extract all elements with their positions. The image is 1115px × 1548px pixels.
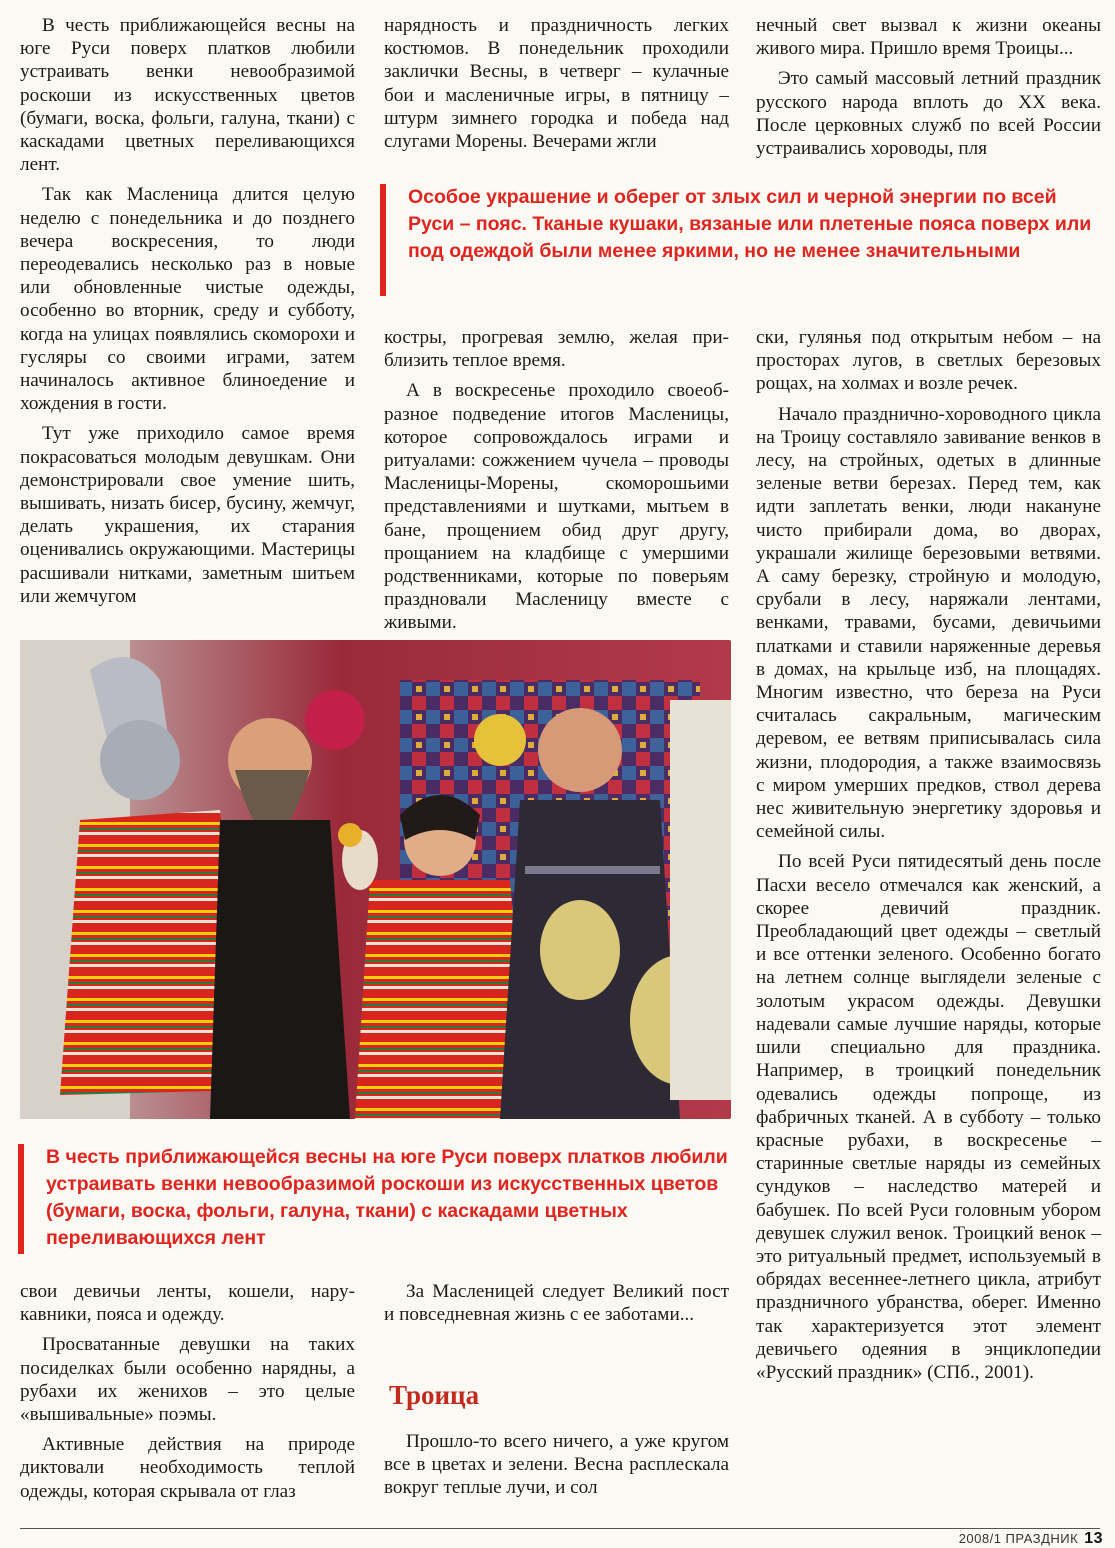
column-2-top <box>384 14 729 153</box>
issue-label: 2008/1 ПРАЗДНИК <box>958 1531 1079 1546</box>
column-1-top <box>20 14 355 608</box>
paragraph: А в воскресенье проходило своеобразное подведение итогов Масленицы, которое сопровождалось играми и ритуалами: сожжением чучела – проводы Масленицы-Морены, скоморошьими представлениями и шутками, мытьем в бане, прощением обид друг другу, прощанием на кладбище с умершими родственниками, которые по поверьям праздновали Масленицу вместе с живыми. <box>384 380 729 634</box>
footer-rule <box>20 1528 1100 1529</box>
page-number: 13 <box>1084 1530 1103 1547</box>
paragraph: Просватанные девушки на таких посиделках были особенно нарядны, а рубахи их женихов – это целые «вышивальные» поэмы. <box>20 1334 355 1426</box>
pull-quote-bottom: В честь приближающейся весны на юге Руси поверх платков любили устраивать венки невообразимой роскоши из искусственных цветов (бумаги, воска, фольги, галуна, ткани) с каскадами цветных переливающихся лент <box>18 1144 738 1254</box>
paragraph: костры, прогревая землю, желая приблизить теплое время. <box>384 327 729 372</box>
photo-folk-costume-exhibition <box>20 640 731 1119</box>
paragraph: нечный свет вызвал к жизни океаны живого мира. Пришло время Троицы... <box>756 15 1101 60</box>
paragraph: По всей Руси пятидесятый день после Пасхи весело отмечался как женский, а скорее девичий праздник. Преобладающий цвет одежды – светлый и все оттенки зеленого. Особенно богато на летнем солнце выглядели зеленые с золотым украсом одежды. Девушки надевали самые лучшие наряды, которые шили специально для праздника. Например, в троицкий понедельник одевались одежды попроще, из фабричных тканей. А в субботу – только красные рубахи, в воскресенье – старинные светлые наряды из семейных сундуков – наследство матерей и бабушек. По всей Руси головным убором девушек служил венок. Троицкий венок – это ритуальный предмет, используемый в обрядах весеннее-летнего цикла, атрибут праздничного убранства, оберег. Именно так характеризуется этот элемент девичьего одеяния в энциклопедии «Русский праздник» (СПб., 2001). <box>756 851 1101 1383</box>
paragraph: За Масленицей следует Великий пост и повседневная жизнь с ее заботами... <box>384 1281 729 1326</box>
paragraph: Так как Масленица длится целую неделю с понедельника и до позднего вечера воскресения, то люди переодевались несколько раз в новые или обновленные чистые одежды, особенно во вторник, среду и субботу, когда на улицах появлялись скоморохи и гусляры со своими играми, затем начиналось активное блиноедение и хождения в гости. <box>20 184 355 415</box>
paragraph: Активные действия на природе диктовали необходимость теплой одежды, которая скрывала от глаз <box>20 1434 355 1502</box>
paragraph: свои девичьи ленты, кошели, нарукавники, пояса и одежду. <box>20 1281 355 1326</box>
paragraph: Тут уже приходило самое время покрасоваться молодым девушкам. Они демонстрировали свое умение шить, вышивать, низать бисер, бусину, жемчуг, делать украшения, их старания оценивались окружающими. Мастерицы расшивали нитками, заметным шитьем или жемчугом <box>20 423 355 607</box>
column-3-main <box>756 326 1101 1384</box>
paragraph: ски, гулянья под открытым небом – на просторах лугов, в светлых березовых рощах, на холмах и возле речек. <box>756 327 1101 395</box>
paragraph: В честь приближающейся весны на юге Руси поверх платков любили устраивать венки невообразимой роскоши из искусственных цветов (бумаги, воска, фольги, галуна, ткани) с каскадами цветных переливающихся лент. <box>20 15 355 176</box>
column-3-top <box>756 14 1101 160</box>
photo-illustration <box>20 640 731 1119</box>
column-2-bottom <box>384 1280 729 1326</box>
page-footer <box>959 1530 1103 1548</box>
column-2-bottom-after-heading <box>384 1430 729 1500</box>
paragraph: Начало празднично-хороводного цикла на Троицу составляло завивание венков в лесу, на стройных, одетых в длинные зеленые ветви березах. Перед тем, как идти заплетать венки, люди накануне чисто прибирали дома, во дворах, украшали жилище березовыми ветвями. А саму березку, стройную и молодую, срубали в лесу, наряжали лентами, венками, травами, бусами, девичьими платками и ставили наряженные деревья в домах, на крыльце изб, на площадях. Многим известно, что береза на Руси считалась сакральным, магическим деревом, ее ветвям приписывалась сила жизни, плодородия, а также взаимосвязь с миром умерших предков, ствол дерева нес живительную энергетику здоровья и семейной силы. <box>756 403 1101 843</box>
column-1-bottom <box>20 1280 355 1503</box>
paragraph: нарядность и праздничность легких костюмов. В понедельник проходили заклички Весны, в четверг – кулачные бои и масленичные игры, в пятницу – штурм зимнего городка и победа над слугами Морены. Вечерами жгли <box>384 15 729 153</box>
column-2-middle <box>384 326 729 635</box>
paragraph: Это самый массовый летний праздник русского народа вплоть до XX века. После церковных служб по всей России устраивались хороводы, пля <box>756 68 1101 160</box>
pull-quote-top: Особое украшение и оберег от злых сил и черной энергии по всей Руси – пояс. Тканые кушаки, вязаные или плетеные пояса поверх или под одеждой были менее яркими, но не менее значительными <box>380 184 1095 296</box>
section-heading-troitsa: Троица <box>389 1380 480 1410</box>
paragraph: Прошло-то всего ничего, а уже кругом все в цветах и зелени. Весна расплескала вокруг теплые лучи, и сол <box>384 1431 729 1499</box>
